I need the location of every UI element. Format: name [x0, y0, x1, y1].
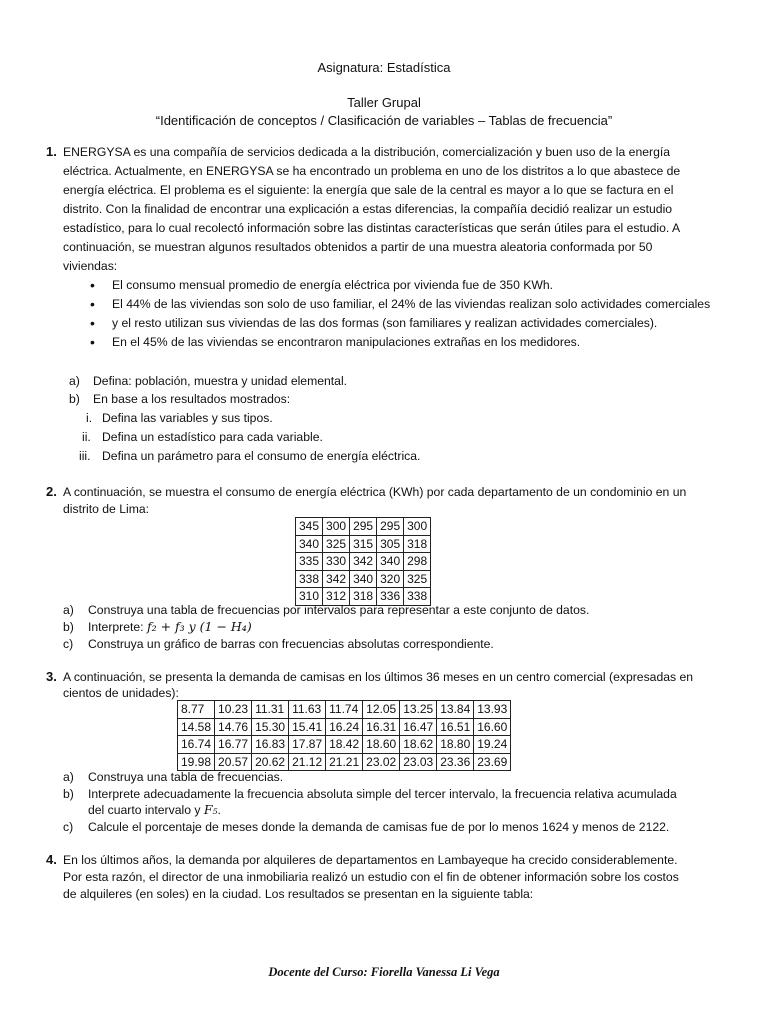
q2-b-formula: f₂ + f₃ y (1 − H₄) [146, 619, 252, 634]
table-cell: 16.74 [178, 736, 215, 754]
table-cell: 342 [323, 570, 350, 588]
table-cell: 16.47 [400, 718, 437, 736]
q1-i-text: Defina las variables y sus tipos. [102, 411, 273, 425]
q2-a-text: Construya una tabla de frecuencias por intervalos para representar a este conjunto de datos. [88, 603, 590, 617]
table-row [296, 518, 431, 536]
table-row [178, 701, 511, 719]
table-cell: 12.05 [363, 701, 400, 719]
q1-bullet: • El consumo mensual promedio de energía eléctrica por vivienda fue de 350 KWh. [112, 276, 722, 295]
q4-line: En los últimos años, la demanda por alquileres de departamentos en Lambayeque ha crecido considerablemente. [63, 853, 678, 867]
table-cell: 18.62 [400, 736, 437, 754]
q1-b-label: b) [69, 392, 80, 406]
table-cell: 18.42 [326, 736, 363, 754]
table-cell: 23.36 [437, 753, 474, 771]
table-cell: 11.31 [252, 701, 289, 719]
table-cell: 330 [323, 553, 350, 571]
table-cell: 10.23 [215, 701, 252, 719]
q1-line: distrito. Con la finalidad de encontrar una explicación a estas diferencias, la compañía decidió realizar un estudio [63, 202, 673, 216]
table-cell: 295 [350, 518, 377, 536]
q3-data-table [177, 700, 511, 771]
table-row [296, 570, 431, 588]
q3-a-text: Construya una tabla de frecuencias. [88, 770, 284, 784]
table-cell: 11.63 [289, 701, 326, 719]
q1-line: continuación, se muestran algunos resultados obtenidos a partir de una muestra aleatoria conformada por 50 [63, 240, 653, 254]
table-cell: 16.31 [363, 718, 400, 736]
q4-line: de alquileres (en soles) en la ciudad. Los resultados se presentan en la siguiente tabla: [63, 887, 534, 901]
q2-c-label: c) [63, 637, 74, 651]
table-cell: 20.57 [215, 753, 252, 771]
table-cell: 23.03 [400, 753, 437, 771]
q2-data-table [295, 517, 431, 606]
q2-a-label: a) [63, 603, 74, 617]
table-cell: 17.87 [289, 736, 326, 754]
q2-line: distrito de Lima: [63, 502, 150, 516]
q1-i-label: i. [86, 411, 93, 425]
table-cell: 16.51 [437, 718, 474, 736]
table-cell: 15.41 [289, 718, 326, 736]
q4-line: Por esta razón, el director de una inmobiliaria realizó un estudio con el fin de obtener información sobre los costos [63, 870, 679, 884]
q1-line: eléctrica. Actualmente, en ENERGYSA se ha encontrado un problema en uno de los distritos a lo que abastece de [63, 164, 681, 178]
q1-bullet-continuation [112, 314, 722, 333]
q1-iii-label: iii. [79, 449, 91, 463]
table-cell: 20.62 [252, 753, 289, 771]
q1-line: energía eléctrica. El problema es el siguiente: la energía que sale de la central es mayor a lo que se factura en el [63, 183, 674, 197]
table-row [178, 718, 511, 736]
q1-line: viviendas: [63, 259, 118, 273]
table-cell: 16.24 [326, 718, 363, 736]
table-cell: 13.25 [400, 701, 437, 719]
table-cell: 19.98 [178, 753, 215, 771]
question-3-number: 3. [46, 669, 57, 684]
table-cell: 13.84 [437, 701, 474, 719]
table-cell: 14.58 [178, 718, 215, 736]
table-cell: 340 [377, 553, 404, 571]
table-row [296, 535, 431, 553]
q1-bullet: • El 44% de las viviendas son solo de uso familiar, el 24% de las viviendas realizan solo actividades comerciales [112, 295, 722, 314]
q3-b-period: . [217, 803, 221, 817]
q1-bullet: • En el 45% de las viviendas se encontraron manipulaciones extrañas en los medidores. [112, 333, 722, 352]
q2-b-line [88, 618, 728, 637]
table-cell: 305 [377, 535, 404, 553]
q3-b-line-2 [88, 801, 728, 820]
workshop-title: Taller Grupal [347, 95, 421, 110]
table-cell: 342 [350, 553, 377, 571]
table-cell: 338 [404, 588, 431, 606]
table-cell: 16.60 [474, 718, 511, 736]
question-4-number: 4. [46, 852, 57, 867]
q1-iii-text: Defina un parámetro para el consumo de energía eléctrica. [102, 449, 421, 463]
q1-line: ENERGYSA es una compañía de servicios dedicada a la distribución, comercialización y buen uso de la energía [63, 145, 671, 159]
table-cell: 295 [377, 518, 404, 536]
table-cell: 336 [377, 588, 404, 606]
table-cell: 21.12 [289, 753, 326, 771]
q2-c-text: Construya un gráfico de barras con frecuencias absolutas correspondiente. [88, 637, 494, 651]
q3-c-label: c) [63, 820, 74, 834]
q3-b-text-2: del cuarto intervalo y [88, 803, 201, 817]
q3-b-label: b) [63, 787, 74, 801]
table-cell: 21.21 [326, 753, 363, 771]
table-row [178, 736, 511, 754]
q1-a-label: a) [69, 374, 80, 388]
table-cell: 325 [404, 570, 431, 588]
topic-title: “Identificación de conceptos / Clasificación de variables – Tablas de frecuencia” [155, 113, 613, 128]
table-cell: 345 [296, 518, 323, 536]
table-cell: 318 [404, 535, 431, 553]
q1-bullet-continuation-text: y el resto utilizan sus viviendas de las dos formas (son familiares y realizan actividades comerciales). [112, 316, 658, 330]
table-cell: 8.77 [178, 701, 215, 719]
table-cell: 340 [296, 535, 323, 553]
table-cell: 340 [350, 570, 377, 588]
subject-title: Asignatura: Estadística [317, 60, 451, 75]
table-cell: 14.76 [215, 718, 252, 736]
q1-ii-label: ii. [82, 430, 91, 444]
table-cell: 318 [350, 588, 377, 606]
table-cell: 335 [296, 553, 323, 571]
q3-c-text: Calcule el porcentaje de meses donde la demanda de camisas fue de por lo menos 1624 y menos de 2122. [88, 820, 670, 834]
q3-a-label: a) [63, 770, 74, 784]
table-cell: 19.24 [474, 736, 511, 754]
footer-teacher: Docente del Curso: Fiorella Vanessa Li Vega [268, 965, 500, 979]
table-cell: 298 [404, 553, 431, 571]
table-cell: 16.83 [252, 736, 289, 754]
q3-b-formula: F₅ [203, 802, 218, 817]
q1-line: estadístico, para lo cual recolectó información sobre las distintas características que serán útiles para el estudio. A [63, 221, 681, 235]
table-cell: 15.30 [252, 718, 289, 736]
question-1-number: 1. [46, 144, 57, 159]
q2-line: A continuación, se muestra el consumo de energía eléctrica (KWh) por cada departamento de un condominio en un [63, 485, 687, 499]
q2-b-text: Interprete: [88, 620, 144, 634]
table-cell: 23.02 [363, 753, 400, 771]
q1-ii-text: Defina un estadístico para cada variable. [102, 430, 323, 444]
table-cell: 13.93 [474, 701, 511, 719]
table-cell: 315 [350, 535, 377, 553]
table-cell: 11.74 [326, 701, 363, 719]
q1-b-text: En base a los resultados mostrados: [93, 392, 291, 406]
table-cell: 300 [323, 518, 350, 536]
table-cell: 18.80 [437, 736, 474, 754]
table-cell: 312 [323, 588, 350, 606]
table-cell: 310 [296, 588, 323, 606]
table-cell: 325 [323, 535, 350, 553]
q2-b-label: b) [63, 620, 74, 634]
q1-a-text: Defina: población, muestra y unidad elemental. [93, 374, 348, 388]
table-cell: 338 [296, 570, 323, 588]
table-row [296, 553, 431, 571]
q3-line: A continuación, se presenta la demanda de camisas en los últimos 36 meses en un centro comercial (expresadas en [63, 670, 694, 684]
table-cell: 23.69 [474, 753, 511, 771]
table-cell: 300 [404, 518, 431, 536]
table-cell: 18.60 [363, 736, 400, 754]
question-2-number: 2. [46, 484, 57, 499]
table-cell: 320 [377, 570, 404, 588]
table-cell: 16.77 [215, 736, 252, 754]
q3-b-text-1: Interprete adecuadamente la frecuencia absoluta simple del tercer intervalo, la frecuencia relativa acumulada [88, 787, 677, 801]
q3-line: cientos de unidades): [63, 686, 179, 700]
